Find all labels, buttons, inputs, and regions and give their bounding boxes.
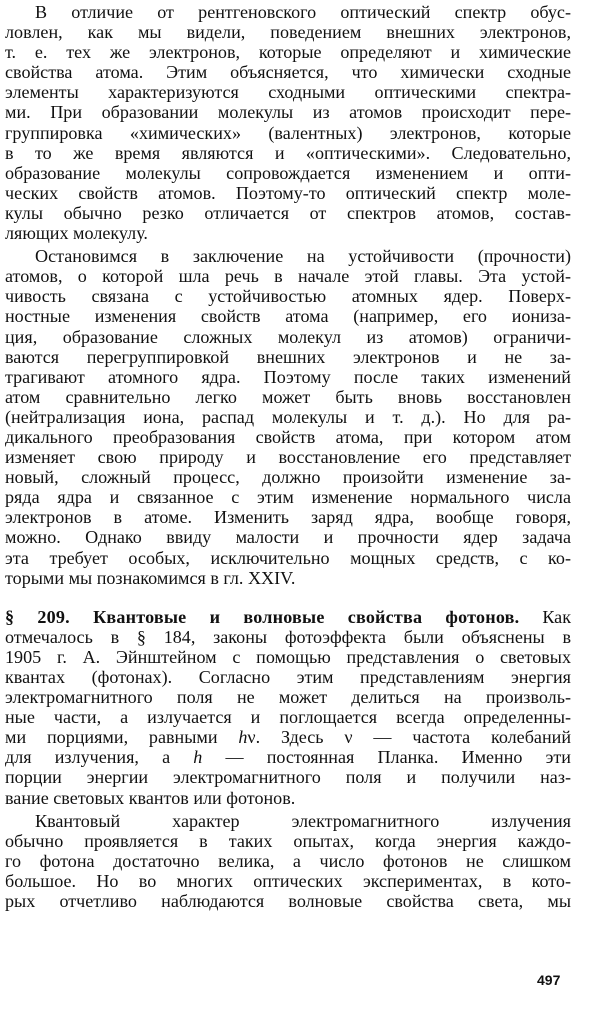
text-line: элементы характеризуются сходными оптическими спектра- (5, 82, 571, 103)
text-line: изменяет свою природу и восстановление его представляет (5, 447, 571, 468)
text-line: ностные изменения свойств атома (например, его иониза- (5, 306, 571, 327)
text-line: квантах (фотонах). Согласно этим представлениям энергия (5, 667, 571, 687)
text-line: ляющих молекулу. (5, 223, 148, 244)
planck-symbol: h (193, 747, 203, 768)
text-line: свойства атома. Этим объясняется, что химически сходные (5, 62, 571, 83)
text-fragment: . Здесь ν — частота колебаний (255, 727, 572, 748)
text-line: эта требует особых, исключительно мощных средств, с ко- (5, 547, 571, 568)
text-line: атом сравнительно легко может быть вновь восстановлен (5, 386, 571, 407)
text-line: торыми мы познакомимся в гл. XXIV. (5, 567, 296, 588)
text-line: В отличие от рентгеновского оптический спектр обус- (35, 2, 571, 22)
text-line: можно. Однако ввиду малости и прочности ядер задача (5, 527, 571, 548)
text-line: образование молекулы сопровождается изменением и опти- (5, 162, 571, 183)
text-line: рых отчетливо наблюдаются волновые свойства света, мы (5, 891, 571, 912)
text-line: дикального преобразования свойств атома, при котором атом (5, 426, 571, 447)
text-line: группировка «химических» (валентных) электронов, которые (5, 122, 571, 143)
text-line: ция, образование сложных молекул из атомов) ограничи- (5, 326, 571, 347)
text-line: ми. При образовании молекулы из атомов происходит пере- (5, 102, 571, 123)
paragraph-3 (5, 811, 571, 911)
section-heading-line (5, 607, 571, 627)
text-line: в то же время являются и «оптическими». Следовательно, (5, 142, 571, 163)
text-line: ловлен, как мы видели, поведением внешних электронов, (5, 22, 571, 43)
text-line: кулы обычно резко отличается от спектров атомов, состав- (5, 202, 571, 223)
text-fragment: — постоянная Планка. Именно эти (202, 747, 571, 768)
text-line: ческих свойств атомов. Поэтому-то оптический спектр моле- (5, 182, 571, 203)
section-209 (5, 607, 571, 808)
text-line: ряда ядра и связанное с этим изменение нормального числа (5, 487, 571, 508)
text-line: Квантовый характер электромагнитного излучения (35, 810, 571, 831)
text-line: чивость связана с устойчивостью атомных ядер. Поверх- (5, 286, 571, 307)
section-heading: § 209. Квантовые и волновые свойства фотонов. (5, 606, 520, 627)
text-line: трагивают атомного ядра. Поэтому после таких изменений (5, 366, 571, 387)
text-line: т. е. тех же электронов, которые определяют и химические (5, 42, 571, 63)
text-line (5, 727, 571, 747)
text-fragment: для излучения, а (5, 747, 194, 768)
text-line: электромагнитного поля не может делиться на произволь- (5, 687, 571, 708)
text-line: обычно проявляется в таких опытах, когда энергия каждо- (5, 830, 571, 851)
text-line: (нейтрализация иона, распад молекулы и т. д.). Но для ра- (5, 406, 571, 427)
paragraph-2 (5, 246, 571, 588)
text-line: электронов в атоме. Изменить заряд ядра, вообще говоря, (5, 507, 571, 528)
text-line (5, 747, 571, 767)
text-line: ные части, а излучается и поглощается всегда определенны- (5, 707, 571, 728)
text-line: Остановимся в заключение на устойчивости (прочности) (35, 246, 571, 267)
paragraph-1 (5, 2, 571, 243)
text-line: большое. Но во многих оптических экспериментах, в кото- (5, 870, 571, 891)
nu-symbol: ν (247, 727, 256, 748)
text-line: го фотона достаточно велика, а число фотонов не слишком (5, 850, 571, 871)
section-heading-tail: Как (542, 606, 571, 627)
text-line: атомов, о которой шла речь в начале этой главы. Эта устой- (5, 266, 571, 287)
text-line: отмечалось в § 184, законы фотоэффекта были объяснены в (5, 626, 571, 647)
text-line: новый, сложный процесс, должно произойти изменение за- (5, 467, 571, 488)
text-line: ваются перегруппировкой внешних электронов и не за- (5, 346, 571, 367)
page-number: 497 (537, 972, 561, 988)
text-line: вание световых квантов или фотонов. (5, 787, 296, 808)
page-text (5, 2, 571, 911)
planck-symbol: h (238, 727, 248, 748)
text-line: 1905 г. А. Эйнштейном с помощью представления о световых (5, 646, 571, 667)
text-fragment: ми порциями, равными (5, 727, 239, 748)
text-line: порции энергии электромагнитного поля и получили наз- (5, 767, 571, 788)
